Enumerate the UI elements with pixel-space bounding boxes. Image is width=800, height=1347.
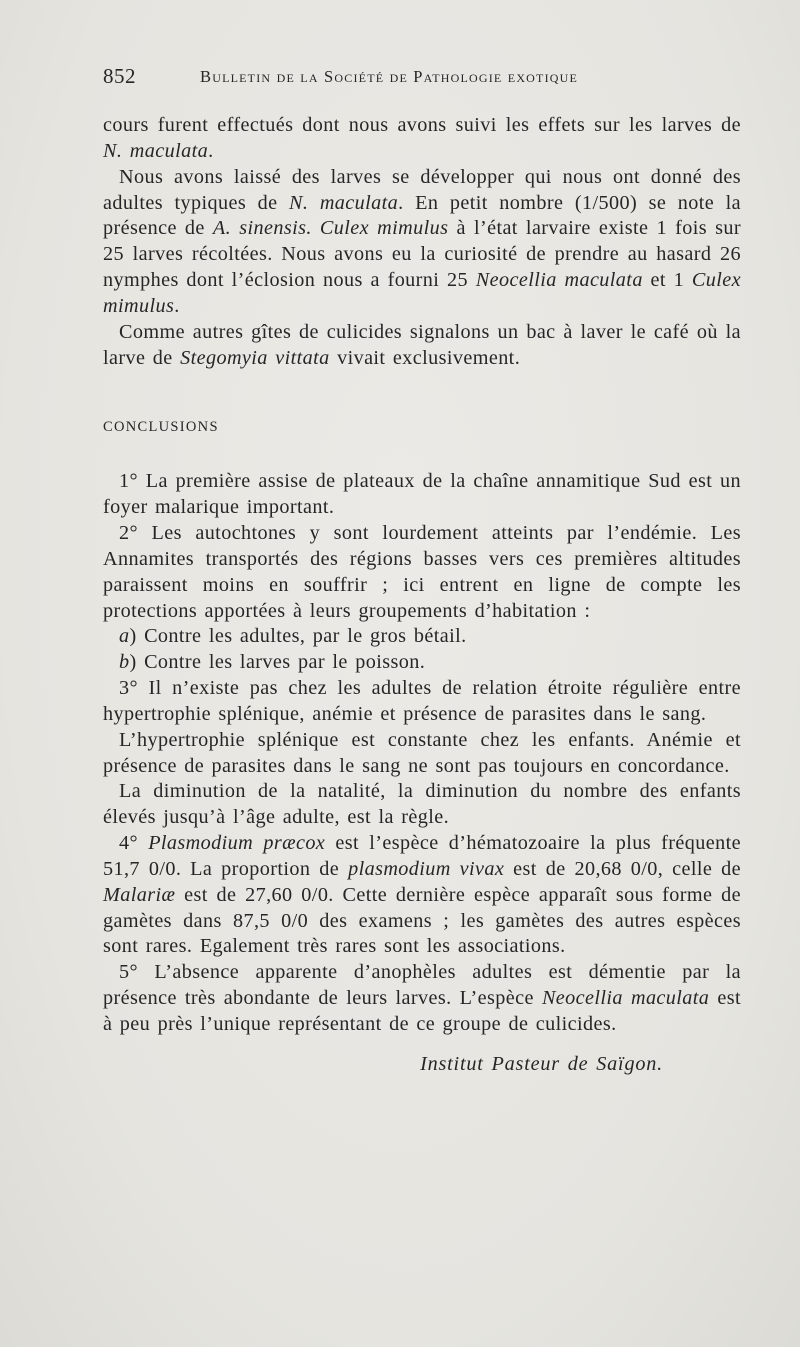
paragraph <box>103 165 741 320</box>
text-run: Nous avons laissé des larves se développer qui nous ont donné des adultes typiques de <box>103 165 741 214</box>
conclusion-item: 3° Il n’existe pas chez les adultes de relation étroite régulière entre hypertrophie splénique, anémie et présence de parasites dans le sang. <box>103 677 741 725</box>
species-name: N. maculata <box>289 191 399 214</box>
item-marker: b <box>119 651 130 674</box>
species-name: A. sinensis. Culex mimulus <box>212 217 449 240</box>
conclusion-item: 2° Les autochtones y sont lourdement atteints par l’endémie. Les Annamites transportés des régions basses vers ces premières altitudes paraissent moins en souffrir ; ici entrent en ligne de compte les protections apportées à leurs groupements d’habitation : <box>103 521 741 622</box>
text-run: . <box>174 294 180 317</box>
text-run: vivait exclusivement. <box>329 346 521 369</box>
text-run: et 1 <box>642 269 692 292</box>
article-body <box>103 113 741 1078</box>
species-name: Malariæ <box>103 883 176 906</box>
species-name: N. maculata <box>103 139 209 162</box>
text-run: cours furent effectués dont nous avons suivi les effets sur les larves de <box>103 114 741 136</box>
text-run: est l’espèce d’hématozoaire la plus fréquente 51,7 0/0. La proportion de <box>103 832 741 880</box>
text-run: Comme autres gîtes de culicides signalons un bac à laver le café où la larve de <box>103 320 741 369</box>
item-marker: a <box>119 625 130 648</box>
species-name: Neocellia maculata <box>541 987 710 1010</box>
conclusion-item <box>103 831 741 960</box>
species-name: Stegomyia vittata <box>180 346 330 369</box>
species-name: plasmodium vivax <box>348 857 505 880</box>
conclusion-item <box>103 960 741 1038</box>
conclusion-subitem <box>103 650 741 676</box>
running-title: Bulletin de la Société de Pathologie exotique <box>200 67 579 86</box>
paragraph: La diminution de la natalité, la diminution du nombre des enfants élevés jusqu’à l’âge adulte, est la règle. <box>103 780 741 829</box>
text-run: est de 27,60 0/0. Cette dernière espèce apparaît sous forme de gamètes dans 87,5 0/0 des examens ; les gamètes des autres espèces sont rares. Egalement très rares sont les associations. <box>103 883 741 958</box>
text-run: à l’état larvaire existe 1 fois sur 25 larves récoltées. Nous avons eu la curiosité de prendre au hasard 26 nymphes dont l’éclosion nous a fourni 25 <box>103 217 741 292</box>
species-name: Neocellia maculata <box>475 269 643 292</box>
paragraph <box>103 320 741 372</box>
text-run: ) Contre les adultes, par le gros bétail. <box>129 625 467 648</box>
text-run: est à peu près l’unique représentant de ce groupe de culicides. <box>103 987 741 1035</box>
section-heading: CONCLUSIONS <box>103 419 219 436</box>
species-name: Plasmodium præcox <box>148 832 326 855</box>
text-run: . <box>208 139 214 162</box>
text-run: est de 20,68 0/0, celle de <box>504 857 742 880</box>
paragraph <box>103 113 741 165</box>
paragraph: L’hypertrophie splénique est constante chez les enfants. Anémie et présence de parasites dans le sang ne sont pas toujours en concordance. <box>103 728 741 777</box>
text-run: . En petit nombre (1/500) se note la présence de <box>103 191 741 240</box>
species-name: Culex mimulus <box>103 269 741 317</box>
text-run: 5° L’absence apparente d’anophèles adultes est démentie par la présence très abondante de leurs larves. L’espèce <box>103 961 741 1010</box>
text-run: ) Contre les larves par le poisson. <box>129 651 426 674</box>
text-run: 4° <box>119 832 149 855</box>
page-number: 852 <box>103 64 136 88</box>
conclusion-subitem <box>103 624 741 650</box>
page-header <box>103 64 743 94</box>
conclusion-item: 1° La première assise de plateaux de la chaîne annamitique Sud est un foyer malarique important. <box>103 470 741 519</box>
institution-signature: Institut Pasteur de Saïgon. <box>420 1052 663 1075</box>
